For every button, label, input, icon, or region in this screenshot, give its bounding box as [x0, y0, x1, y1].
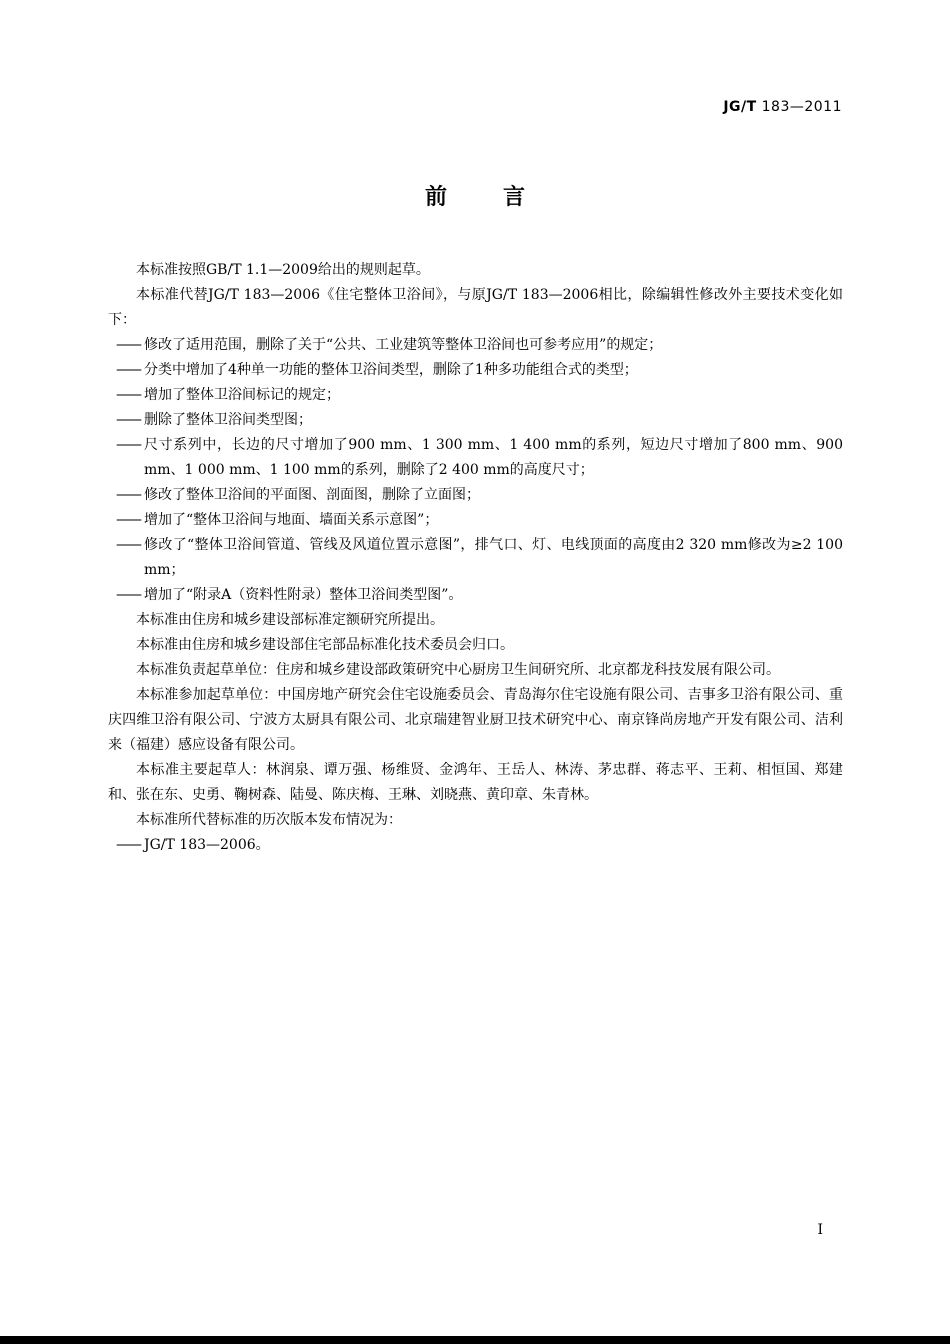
- dash-marker: ——: [116, 487, 140, 503]
- dash-marker: ——: [116, 837, 140, 853]
- standard-code-number: 183—2011: [761, 99, 842, 115]
- dash-marker: ——: [116, 587, 140, 603]
- list-item: —— 增加了“附录A（资料性附录）整体卫浴间类型图”。: [108, 583, 843, 608]
- foreword-body: [108, 258, 843, 858]
- paragraph-participants: 本标准参加起草单位：中国房地产研究会住宅设施委员会、青岛海尔住宅设施有限公司、吉事多卫浴有限公司、重庆四维卫浴有限公司、宁波方太厨具有限公司、北京瑞建智业厨卫技术研究中心、南京锋尚房地产开发有限公司、洁利来（福建）感应设备有限公司。: [108, 687, 843, 753]
- paragraph-committee: 本标准由住房和城乡建设部住宅部品标准化技术委员会归口。: [136, 637, 514, 653]
- paragraph-history-intro: 本标准所代替标准的历次版本发布情况为：: [136, 812, 402, 828]
- dash-marker: ——: [116, 337, 140, 353]
- list-item: —— 删除了整体卫浴间类型图；: [108, 408, 843, 433]
- list-item: —— 修改了整体卫浴间的平面图、剖面图，删除了立面图；: [108, 483, 843, 508]
- list-item: —— 分类中增加了4种单一功能的整体卫浴间类型，删除了1种多功能组合式的类型；: [108, 358, 843, 383]
- dash-marker: ——: [116, 387, 140, 403]
- paragraph-authors: 本标准主要起草人：林润泉、谭万强、杨维贤、金鸿年、王岳人、林涛、茅忠群、蒋志平、王莉、相恒国、郑建和、张在东、史勇、鞠树森、陆曼、陈庆梅、王琳、刘晓燕、黄印章、朱青林。: [108, 762, 843, 803]
- paragraph-drafting-rules: 本标准按照GB/T 1.1—2009给出的规则起草。: [136, 262, 430, 278]
- dash-marker: ——: [116, 512, 140, 528]
- paragraph-replacement: 本标准代替JG/T 183—2006《住宅整体卫浴间》，与原JG/T 183—2006相比，除编辑性修改外主要技术变化如下：: [108, 287, 843, 328]
- dash-marker: ——: [116, 537, 140, 553]
- paragraph-proposer: 本标准由住房和城乡建设部标准定额研究所提出。: [136, 612, 444, 628]
- list-item: —— 修改了“整体卫浴间管道、管线及风道位置示意图”，排气口、灯、电线顶面的高度由2 320 mm修改为≥2 100 mm；: [108, 533, 843, 583]
- list-item: —— 修改了适用范围，删除了关于“公共、工业建筑等整体卫浴间也可参考应用”的规定；: [108, 333, 843, 358]
- page-title: 前言: [424, 185, 581, 210]
- standard-code: [723, 99, 842, 115]
- paragraph-lead-drafter: 本标准负责起草单位：住房和城乡建设部政策研究中心厨房卫生间研究所、北京都龙科技发展有限公司。: [136, 662, 780, 678]
- list-item: —— 尺寸系列中，长边的尺寸增加了900 mm、1 300 mm、1 400 mm的系列，短边尺寸增加了800 mm、900 mm、1 000 mm、1 100 mm的系列，删除了2 400 mm的高度尺寸；: [108, 433, 843, 483]
- list-item: —— 增加了整体卫浴间标记的规定；: [108, 383, 843, 408]
- standard-code-prefix: JG/T: [723, 99, 757, 115]
- bottom-border: [0, 1336, 950, 1344]
- list-item: —— 增加了“整体卫浴间与地面、墙面关系示意图”；: [108, 508, 843, 533]
- dash-marker: ——: [116, 437, 140, 453]
- history-item: —— JG/T 183—2006。: [108, 833, 843, 858]
- dash-marker: ——: [116, 362, 140, 378]
- dash-marker: ——: [116, 412, 140, 428]
- page-number: I: [817, 1222, 823, 1238]
